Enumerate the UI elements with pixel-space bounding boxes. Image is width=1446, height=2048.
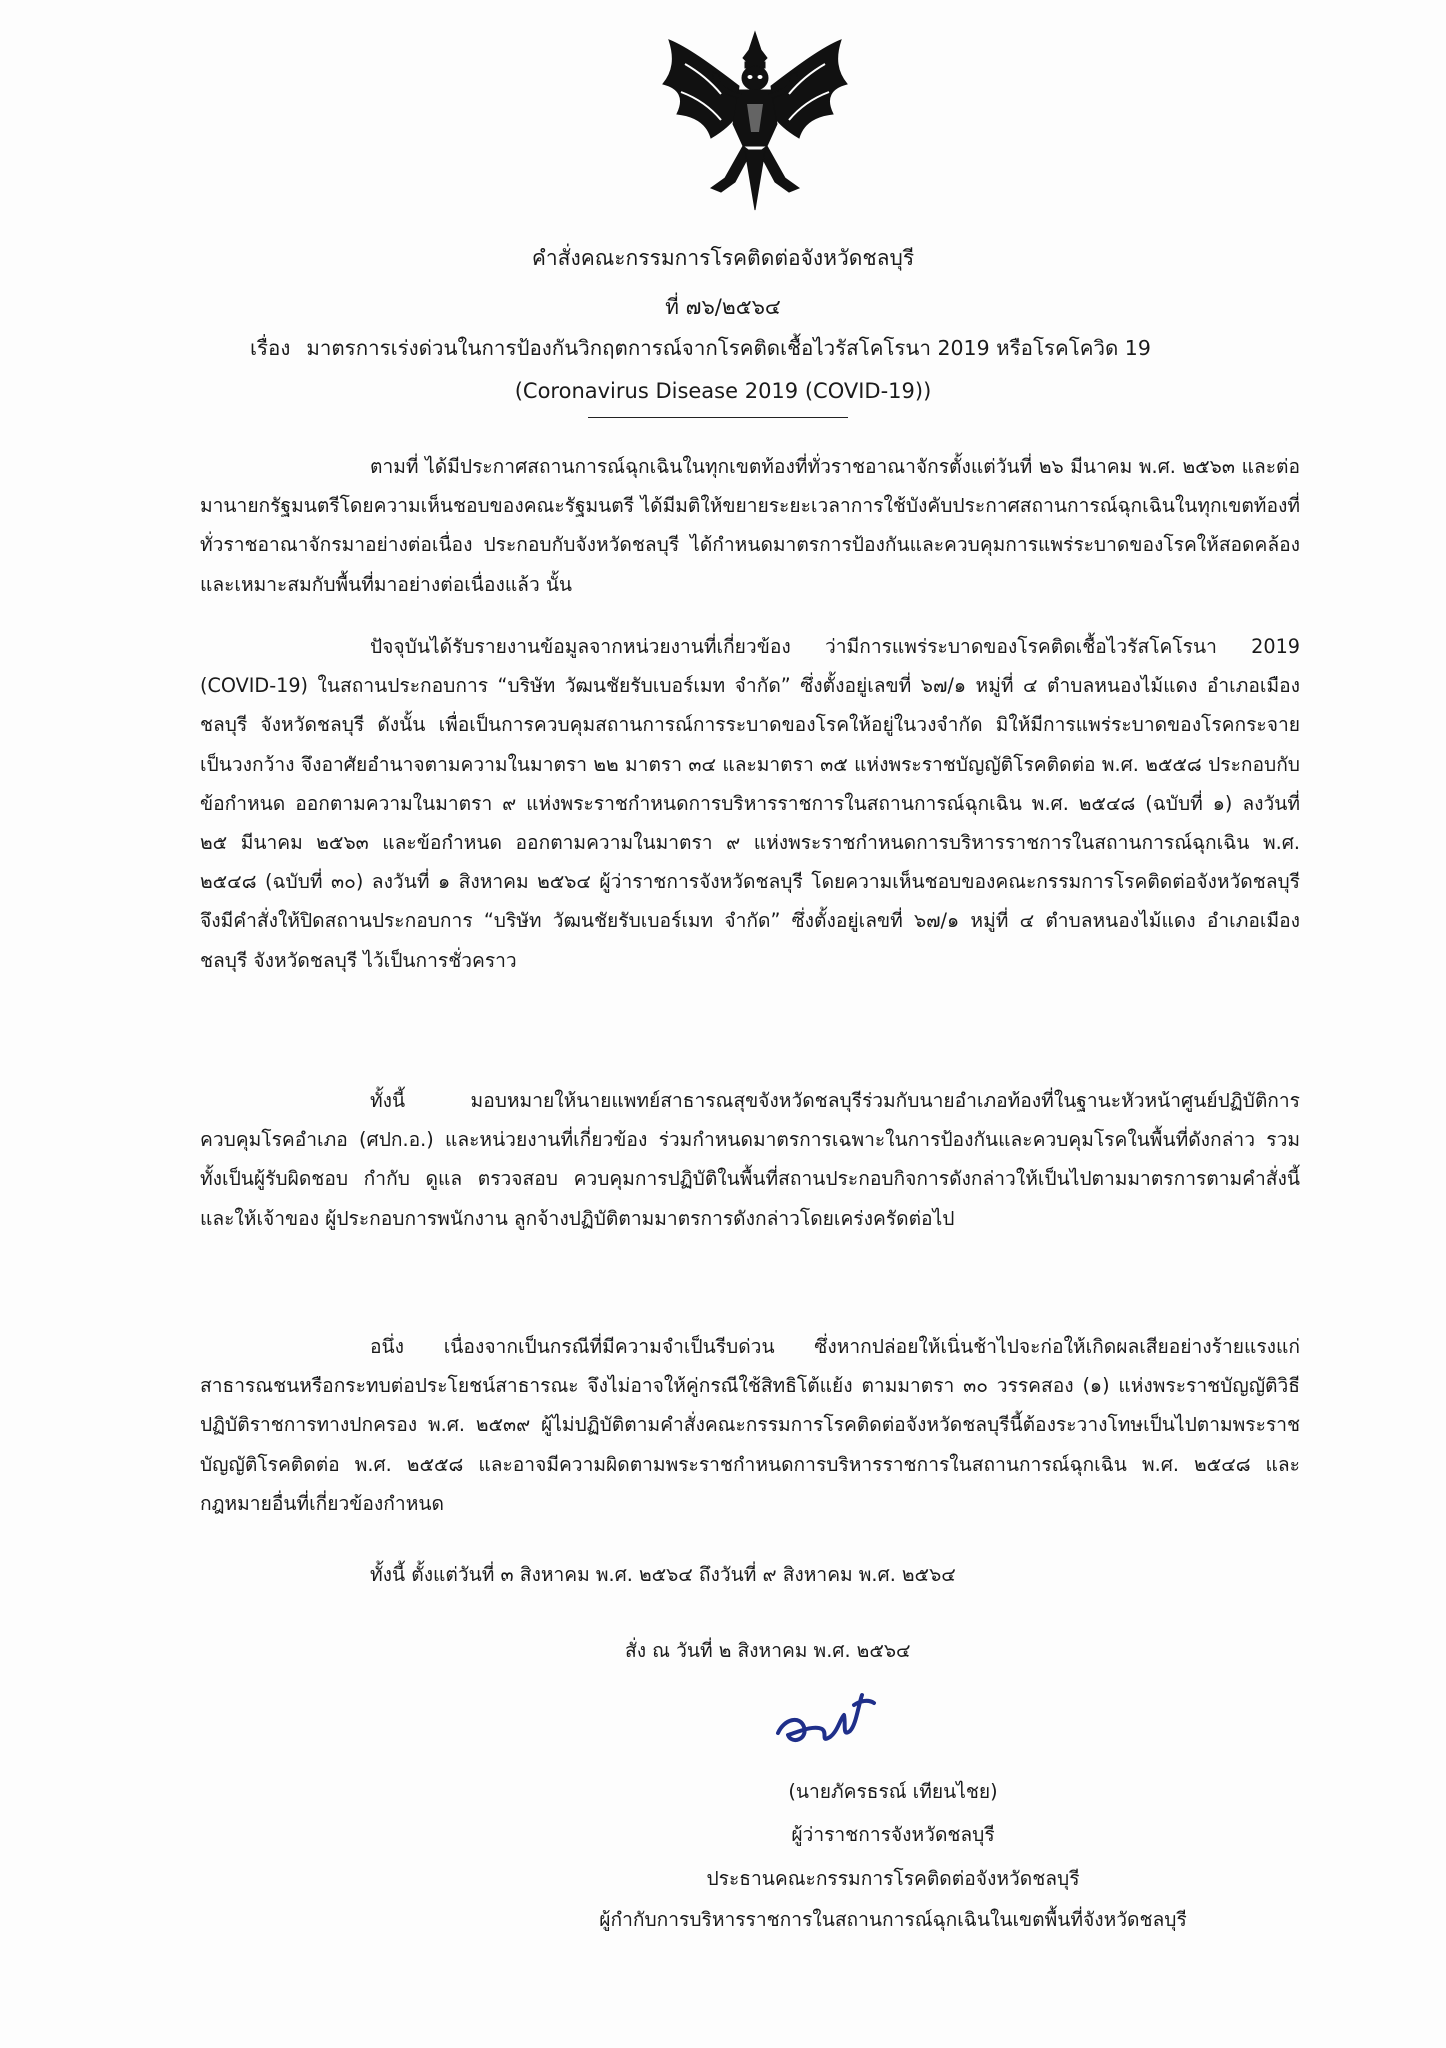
- paragraph-background: ตามที่ ได้มีประกาศสถานการณ์ฉุกเฉินในทุกเขตท้องที่ทั่วราชอาณาจักรตั้งแต่วันที่ ๒๖ มีนาคม พ.ศ. ๒๕๖๓ และต่อมานายกรัฐมนตรีโดยความเห็นชอบของคณะรัฐมนตรี ได้มีมติให้ขยายระยะเวลาการใช้บังคับประกาศสถานการณ์ฉุกเฉินในทุกเขตท้องที่ทั่วราชอาณาจักรมาอย่างต่อเนื่อง ประกอบกับจังหวัดชลบุรี ได้กำหนดมาตรการป้องกันและควบคุมการแพร่ระบาดของโรคให้สอดคล้องและเหมาะสมกับพื้นที่มาอย่างต่อเนื่องแล้ว นั้น: [200, 455, 1300, 596]
- subject-text: มาตรการเร่งด่วนในการป้องกันวิกฤตการณ์จากโรคติดเชื้อไวรัสโคโรนา 2019 หรือโรคโควิด 19: [306, 336, 1151, 360]
- order-number: ที่ ๗๖/๒๕๖๔: [665, 295, 781, 319]
- signatory-position-chair: ประธานคณะกรรมการโรคติดต่อจังหวัดชลบุรี: [706, 1867, 1080, 1890]
- signatory-position-supervisor: ผู้กำกับการบริหารราชการในสถานการณ์ฉุกเฉินในเขตพื้นที่จังหวัดชลบุรี: [599, 1908, 1187, 1931]
- paragraph-penalty: อนึ่ง เนื่องจากเป็นกรณีที่มีความจำเป็นรีบด่วน ซึ่งหากปล่อยให้เนิ่นช้าไปจะก่อให้เกิดผลเสียอย่างร้ายแรงแก่สาธารณชนหรือกระทบต่อประโยชน์สาธารณะ จึงไม่อาจให้คู่กรณีใช้สิทธิโต้แย้ง ตามมาตรา ๓๐ วรรคสอง (๑) แห่งพระราชบัญญัติวิธีปฏิบัติราชการทางปกครอง พ.ศ. ๒๕๓๙ ผู้ไม่ปฏิบัติตามคำสั่งคณะกรรมการโรคติดต่อจังหวัดชลบุรีนี้ต้องระวางโทษเป็นไปตามพระราชบัญญัติโรคติดต่อ พ.ศ. ๒๕๕๘ และอาจมีความผิดตามพระราชกำหนดการบริหารราชการในสถานการณ์ฉุกเฉิน พ.ศ. ๒๕๔๘ และกฎหมายอื่นที่เกี่ยวข้องกำหนด: [200, 1335, 1300, 1515]
- order-title: คำสั่งคณะกรรมการโรคติดต่อจังหวัดชลบุรี: [531, 246, 915, 270]
- paragraph-assignment: ทั้งนี้ มอบหมายให้นายแพทย์สาธารณสุขจังหวัดชลบุรีร่วมกับนายอำเภอท้องที่ในฐานะหัวหน้าศูนย์ปฏิบัติการควบคุมโรคอำเภอ (ศปก.อ.) และหน่วยงานที่เกี่ยวข้อง ร่วมกำหนดมาตรการเฉพาะในการป้องกันและควบคุมโรคในพื้นที่ดังกล่าว รวมทั้งเป็นผู้รับผิดชอบ กำกับ ดูแล ตรวจสอบ ควบคุมการปฏิบัติในพื้นที่สถานประกอบกิจการดังกล่าวให้เป็นไปตามมาตรการตามคำสั่งนี้ และให้เจ้าของ ผู้ประกอบการพนักงาน ลูกจ้างปฏิบัติตามมาตรการดังกล่าวโดยเคร่งครัดต่อไป: [200, 1089, 1300, 1230]
- order-subject: [250, 333, 1270, 363]
- signatory-name: (นายภัครธรณ์ เทียนไชย): [788, 1780, 998, 1803]
- effective-period: ทั้งนี้ ตั้งแต่วันที่ ๓ สิงหาคม พ.ศ. ๒๕๖๔ ถึงวันที่ ๙ สิงหาคม พ.ศ. ๒๕๖๔: [370, 1563, 956, 1586]
- handwritten-signature: [770, 1685, 880, 1755]
- header-divider: [588, 417, 848, 418]
- garuda-emblem-icon: [655, 28, 855, 213]
- paragraph-order: ปัจจุบันได้รับรายงานข้อมูลจากหน่วยงานที่เกี่ยวข้อง ว่ามีการแพร่ระบาดของโรคติดเชื้อไวรัสโคโรนา 2019 (COVID-19) ในสถานประกอบการ “บริษัท วัฒนชัยรับเบอร์เมท จำกัด” ซึ่งตั้งอยู่เลขที่ ๖๗/๑ หมู่ที่ ๔ ตำบลหนองไม้แดง อำเภอเมืองชลบุรี จังหวัดชลบุรี ดังนั้น เพื่อเป็นการควบคุมสถานการณ์การระบาดของโรคให้อยู่ในวงจำกัด มิให้มีการแพร่ระบาดของโรคกระจายเป็นวงกว้าง จึงอาศัยอำนาจตามความในมาตรา ๒๒ มาตรา ๓๔ และมาตรา ๓๕ แห่งพระราชบัญญัติโรคติดต่อ พ.ศ. ๒๕๕๘ ประกอบกับข้อกำหนด ออกตามความในมาตรา ๙ แห่งพระราชกำหนดการบริหารราชการในสถานการณ์ฉุกเฉิน พ.ศ. ๒๕๔๘ (ฉบับที่ ๑) ลงวันที่ ๒๕ มีนาคม ๒๕๖๓ และข้อกำหนด ออกตามความในมาตรา ๙ แห่งพระราชกำหนดการบริหารราชการในสถานการณ์ฉุกเฉิน พ.ศ. ๒๕๔๘ (ฉบับที่ ๓๐) ลงวันที่ ๑ สิงหาคม ๒๕๖๔ ผู้ว่าราชการจังหวัดชลบุรี โดยความเห็นชอบของคณะกรรมการโรคติดต่อจังหวัดชลบุรี จึงมีคำสั่งให้ปิดสถานประกอบการ “บริษัท วัฒนชัยรับเบอร์เมท จำกัด” ซึ่งตั้งอยู่เลขที่ ๖๗/๑ หมู่ที่ ๔ ตำบลหนองไม้แดง อำเภอเมืองชลบุรี จังหวัดชลบุรี ไว้เป็นการชั่วคราว: [200, 635, 1300, 972]
- signatory-position-governor: ผู้ว่าราชการจังหวัดชลบุรี: [791, 1823, 995, 1846]
- issued-date: สั่ง ณ วันที่ ๒ สิงหาคม พ.ศ. ๒๕๖๔: [625, 1639, 911, 1662]
- subject-label: เรื่อง: [250, 336, 291, 360]
- order-subject-english: (Coronavirus Disease 2019 (COVID-19)): [514, 379, 932, 403]
